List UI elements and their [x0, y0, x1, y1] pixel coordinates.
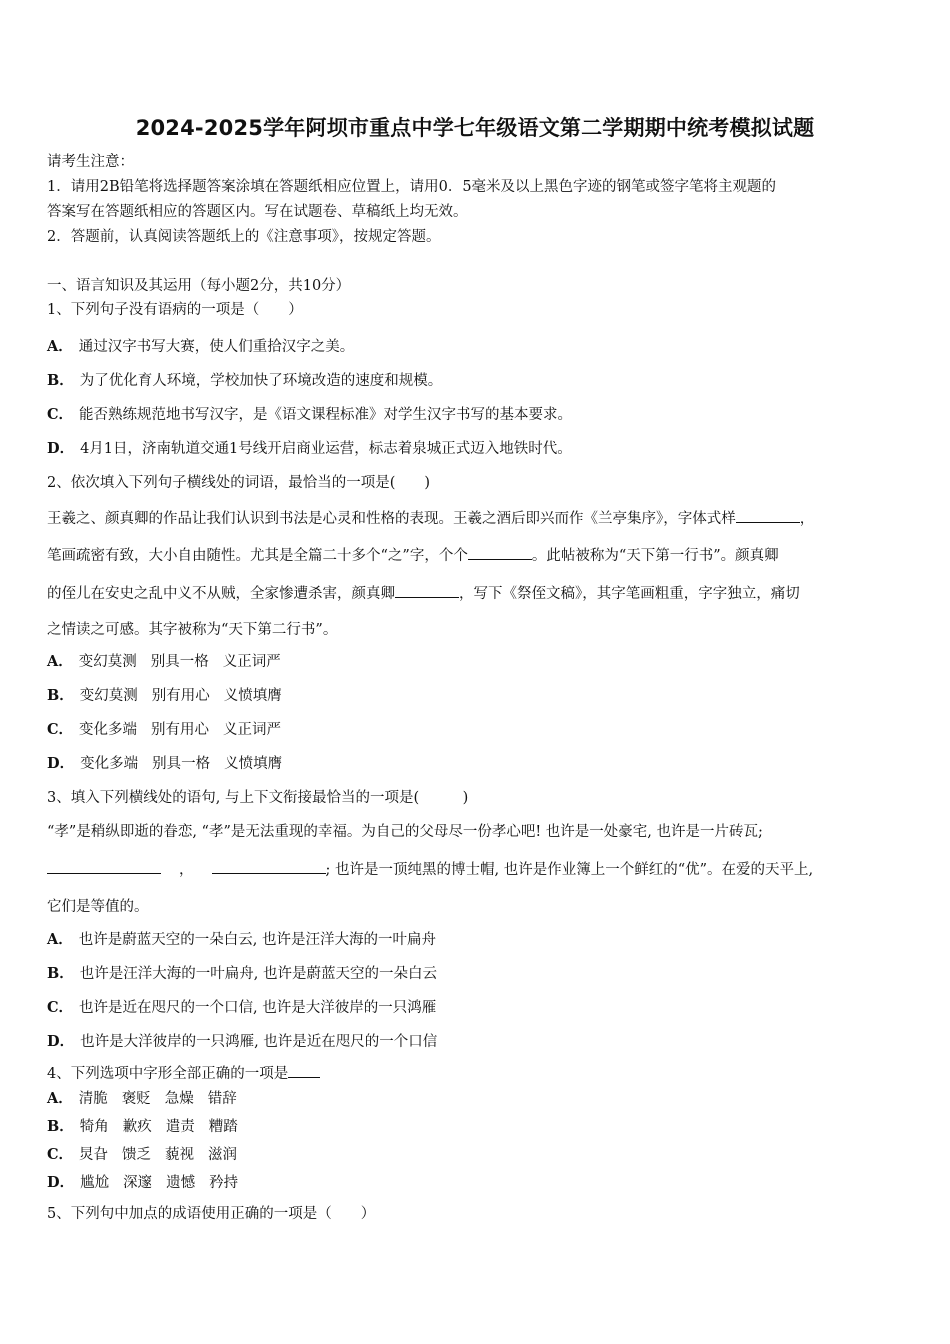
option-letter: C．	[47, 406, 74, 423]
q3-passage-line-3: 它们是等值的。	[47, 899, 149, 915]
q2-option-c[interactable]: C． 变化多端 别有用心 义正词严	[47, 721, 282, 738]
q4-option-c[interactable]: C． 炅旮 馈乏 藐视 滋润	[47, 1146, 238, 1163]
q3-option-d[interactable]: D． 也许是大洋彼岸的一只鸿雁, 也许是近在咫尺的一个口信	[47, 1033, 438, 1050]
q4-option-d[interactable]: D． 尴尬 深邃 遗憾 矜持	[47, 1174, 239, 1191]
page-title: 2024-2025学年阿坝市重点中学七年级语文第二学期期中统考模拟试题	[135, 116, 815, 140]
notice-line-1-cont: 答案写在答题纸相应的答题区内。写在试题卷、草稿纸上均无效。	[47, 204, 468, 220]
answer-blank[interactable]	[47, 859, 161, 874]
question-4-stem: 4、下列选项中字形全部正确的一项是	[47, 1063, 320, 1084]
option-text: 为了优化育人环境，学校加快了环境改造的速度和规模。	[79, 373, 443, 389]
answer-blank[interactable]	[736, 508, 800, 523]
notice-heading: 请考生注意：	[47, 154, 134, 170]
question-1-stem: 1、下列句子没有语病的一项是（ ）	[47, 302, 303, 318]
q3-option-c[interactable]: C． 也许是近在咫尺的一个口信, 也许是大洋彼岸的一只鸿雁	[47, 999, 437, 1016]
option-text: 4月1日，济南轨道交通1号线开启商业运营，标志着泉城正式迈入地铁时代。	[80, 441, 572, 457]
q2-passage-line-3: 的侄儿在安史之乱中义不从贼，全家惨遭杀害，颜真卿 ，写下《祭侄文稿》，其字笔画粗重，字字独立，痛切	[47, 583, 800, 604]
q3-option-b[interactable]: B． 也许是汪洋大海的一叶扁舟, 也许是蔚蓝天空的一朵白云	[47, 965, 437, 982]
q3-option-a[interactable]: A． 也许是蔚蓝天空的一朵白云, 也许是汪洋大海的一叶扁舟	[47, 931, 436, 948]
section-heading: 一、语言知识及其运用（每小题2分，共10分）	[47, 278, 351, 294]
question-5-stem: 5、下列句中加点的成语使用正确的一项是（ ）	[47, 1206, 376, 1222]
q4-option-a[interactable]: A． 清脆 褒贬 急燥 错辞	[47, 1090, 237, 1107]
q2-passage-line-2: 笔画疏密有致，大小自由随性。尤其是全篇二十多个“之”字，个个 。此帖被称为“天下第一行书”。颜真卿	[47, 545, 779, 566]
q1-option-a[interactable]	[47, 337, 354, 357]
q1-option-d[interactable]	[47, 439, 572, 459]
q2-option-d[interactable]: D． 变化多端 别具一格 义愤填膺	[47, 755, 283, 772]
q2-option-b[interactable]: B． 变幻莫测 别有用心 义愤填膺	[47, 687, 282, 704]
notice-line-2: 2．答题前，认真阅读答题纸上的《注意事项》，按规定答题。	[47, 229, 441, 245]
answer-blank[interactable]	[468, 545, 532, 560]
option-text: 通过汉字书写大赛，使人们重拾汉字之美。	[78, 339, 355, 355]
q3-passage-line-1: “孝”是稍纵即逝的眷恋, “孝”是无法重现的幸福。为自己的父母尽一份孝心吧! 也许是一处豪宅, 也许是一片砖瓦;	[47, 824, 763, 840]
q2-passage-line-1: 王羲之、颜真卿的作品让我们认识到书法是心灵和性格的表现。王羲之酒后即兴而作《兰亭集序》，字体式样 ，	[47, 508, 814, 529]
q1-option-b[interactable]	[47, 371, 442, 391]
question-3-stem: 3、填入下列横线处的语句, 与上下文衔接最恰当的一项是( )	[47, 790, 469, 806]
answer-blank[interactable]	[395, 583, 459, 598]
answer-blank[interactable]	[288, 1063, 320, 1078]
q1-option-c[interactable]	[47, 405, 572, 425]
q2-passage-line-4: 之情读之可感。其字被称为“天下第二行书”。	[47, 622, 338, 638]
option-letter: D．	[47, 440, 75, 457]
option-letter: B．	[47, 372, 74, 389]
option-letter: A．	[47, 338, 73, 355]
option-text: 能否熟练规范地书写汉字，是《语文课程标准》对学生汉字书写的基本要求。	[79, 407, 573, 423]
answer-blank[interactable]	[212, 859, 326, 874]
q3-passage-line-2: ， ; 也许是一顶纯黑的博士帽, 也许是作业簿上一个鲜红的“优”。在爱的天平上,	[47, 859, 813, 880]
question-2-stem: 2、依次填入下列句子横线处的词语，最恰当的一项是( )	[47, 475, 431, 491]
notice-line-1: 1．请用2B铅笔将选择题答案涂填在答题纸相应位置上，请用0．5毫米及以上黑色字迹的钢笔或签字笔将主观题的	[47, 179, 777, 195]
q2-option-a[interactable]: A． 变幻莫测 别具一格 义正词严	[47, 653, 281, 670]
q4-option-b[interactable]: B． 犄角 歉疚 遣责 糟踏	[47, 1118, 238, 1135]
